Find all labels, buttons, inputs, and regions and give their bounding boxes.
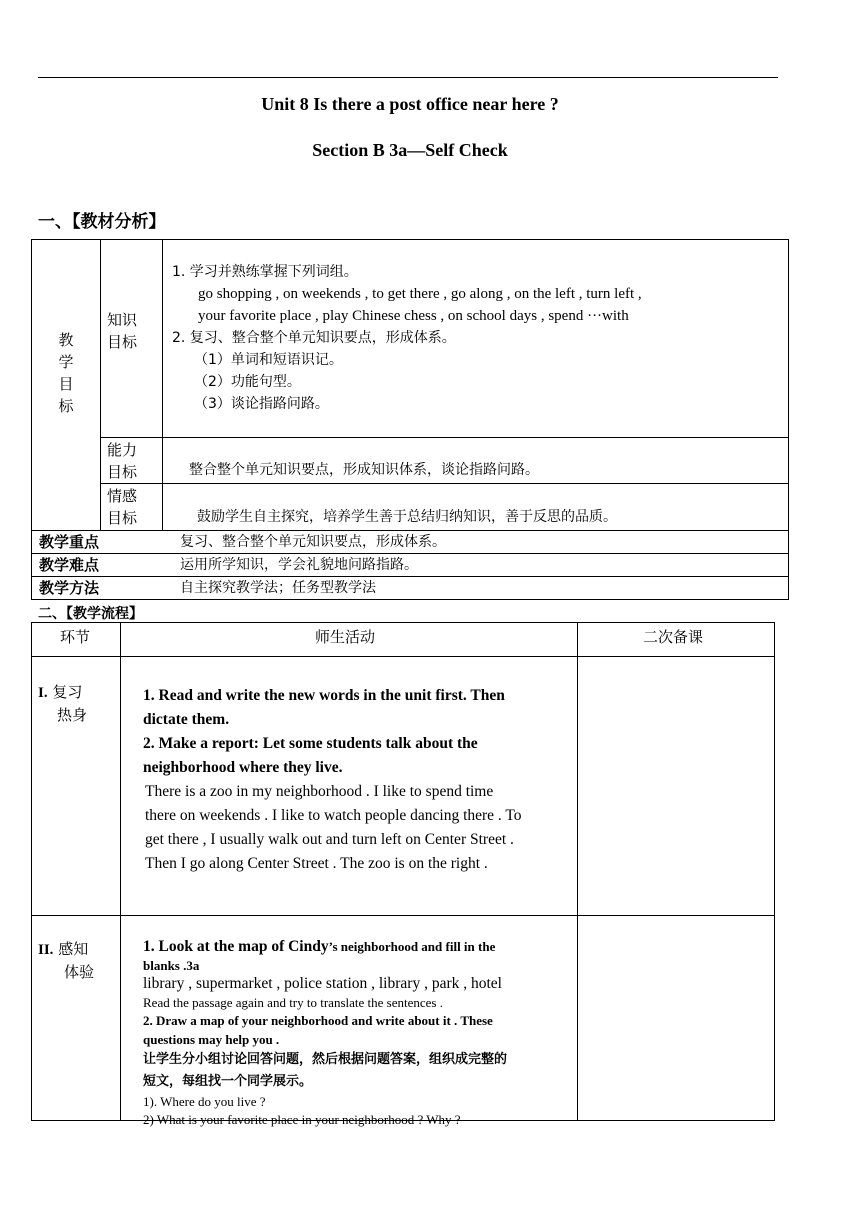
- emotion-goal-label: 情感 目标: [107, 487, 138, 527]
- teaching-method-label: 教学方法: [39, 579, 100, 597]
- teaching-goals-label: 教 学 目 标: [58, 331, 74, 415]
- col-header-activities: 师生活动: [315, 628, 376, 646]
- document-subtitle: Section B 3a—Self Check: [312, 140, 508, 160]
- section-1-heading: 一、【教材分析】: [38, 212, 166, 232]
- key-points-label: 教学重点: [39, 533, 100, 551]
- stage-2-activities: 1. Look at the map of Cindy’s neighborhood and fill in the blanks .3a library , supermarket , police station , library , park , hotel Read the passage again and try to translate the sentences . 2. Draw a map of your neighborhood and write about it . These questions may help you . 让学生分小组讨论回答问题，然后根据问题答案，组织成完整的 短文，每组找一个同学展示。 1). Where do you live ? 2) What is your favorite place in your neighborhood ? Why ?: [143, 938, 508, 1127]
- header-rule: [38, 77, 778, 78]
- stage-1-activities: 1. Read and write the new words in the unit first. Then dictate them. 2. Make a report: Let some students talk about the neighborhood where they live. There is a zoo in my neighborhood . I like to spend time there on weekends . I like to watch people dancing there . To get there , I usually walk out and turn left on Center Street . Then I go along Center Street . The zoo is on the right .: [143, 687, 522, 872]
- section-2-heading: 二、【教学流程】: [38, 606, 143, 622]
- knowledge-goal-label: 知识 目标: [107, 311, 138, 351]
- col-header-revision: 二次备课: [643, 628, 704, 646]
- document-title: Unit 8 Is there a post office near here ?: [261, 94, 559, 114]
- difficult-points-label: 教学难点: [39, 556, 100, 574]
- ability-goal-label: 能力 目标: [107, 441, 138, 481]
- teaching-method-value: 自主探究教学法；任务型教学法: [180, 580, 376, 596]
- key-points-value: 复习、整合整个单元知识要点，形成体系。: [180, 534, 446, 550]
- stage-1-label: I. 复习 热身: [38, 683, 88, 724]
- emotion-goal-text: 鼓励学生自主探究，培养学生善于总结归纳知识，善于反思的品质。: [197, 509, 617, 525]
- knowledge-goal-content: 1. 学习并熟练掌握下列词组。 go shopping , on weekends , to get there , go along , on the left , turn left , your favorite place , play Chinese chess , on school days , spend ···with 2. 复习、整合整个单元知识要点，形成体系。 （1）单词和短语识记。 （2）功能句型。 （3）谈论指路问路。: [172, 264, 642, 412]
- ability-goal-text: 整合整个单元知识要点，形成知识体系，谈论指路问路。: [189, 462, 539, 478]
- stage-2-label: II. 感知 体验: [38, 940, 95, 981]
- col-header-stage: 环节: [60, 628, 91, 646]
- difficult-points-value: 运用所学知识，学会礼貌地问路指路。: [180, 557, 418, 573]
